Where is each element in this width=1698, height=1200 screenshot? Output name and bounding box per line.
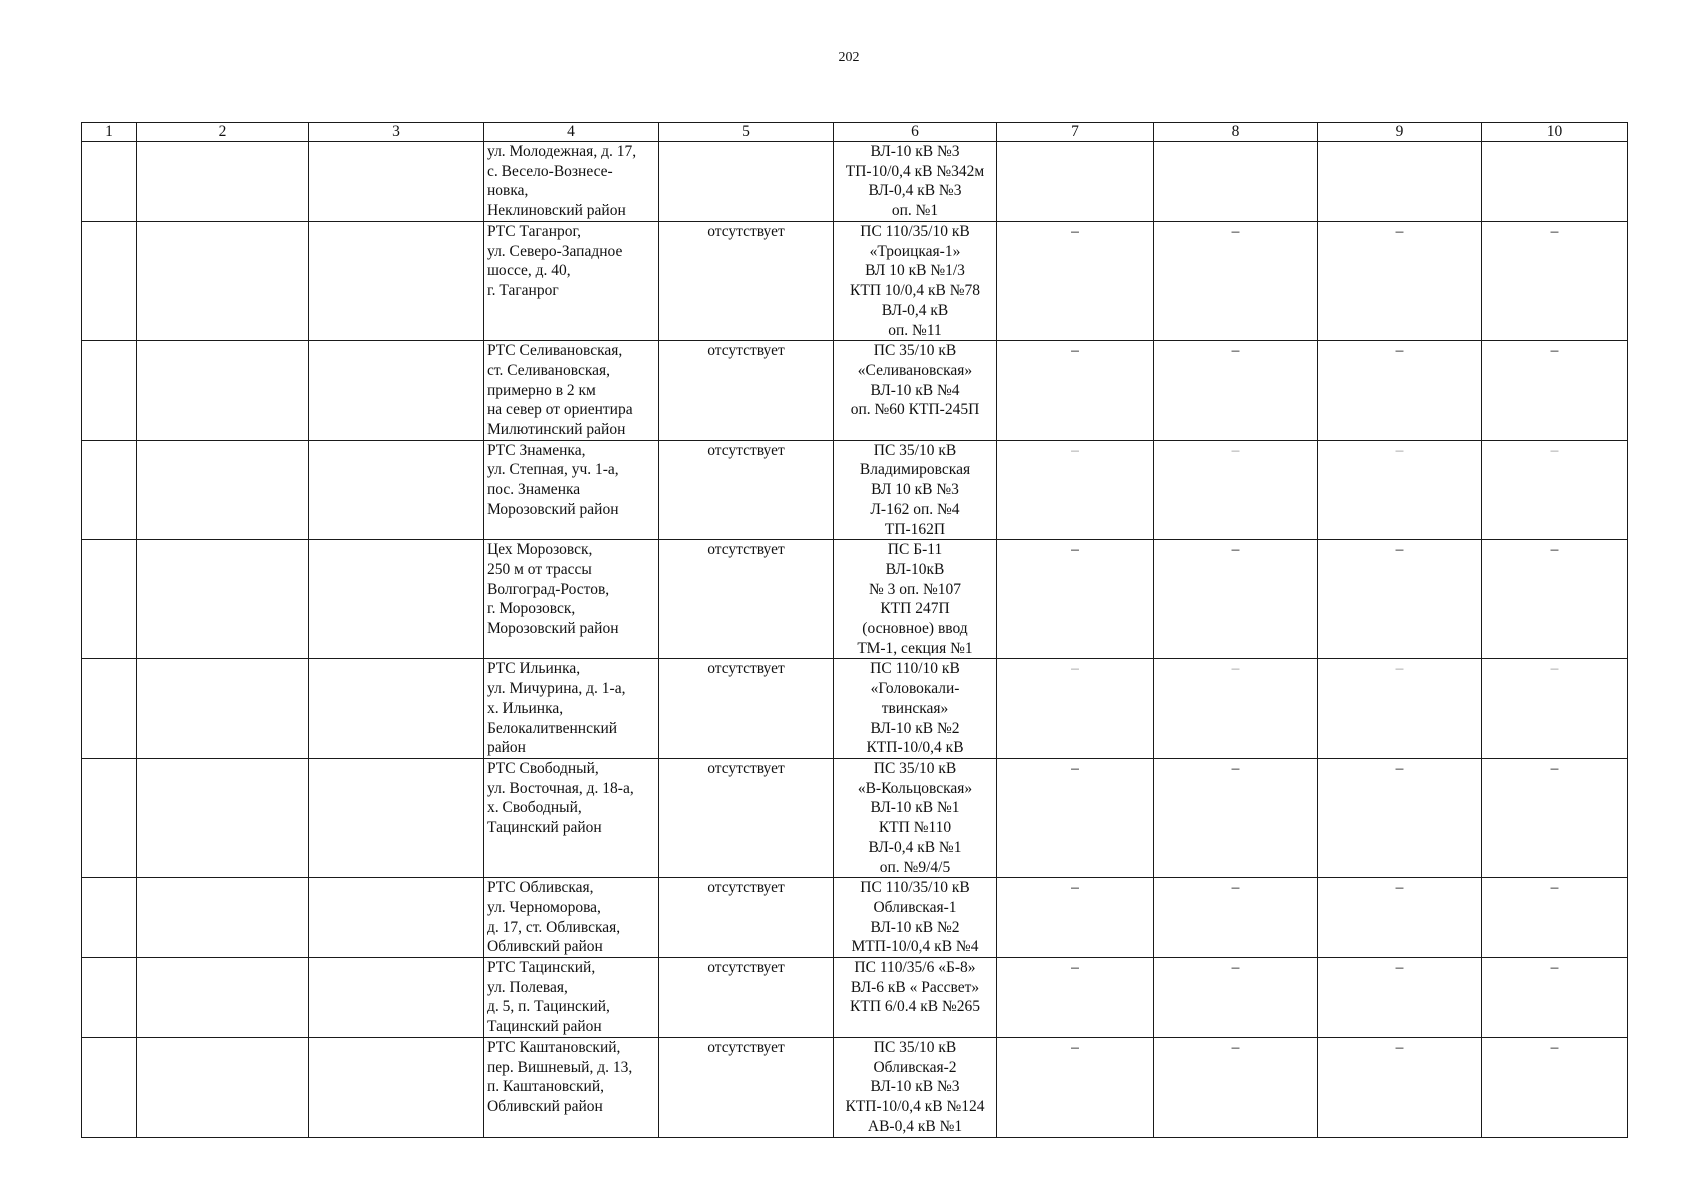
- dash-mark: –: [1071, 342, 1079, 360]
- empty-cell: [82, 341, 137, 441]
- empty-cell: [82, 878, 137, 958]
- power-source-cell: ПС 35/10 кВ «Селивановская» ВЛ-10 кВ №4 оп. №60 КТП-245П: [834, 341, 997, 441]
- empty-cell: [309, 878, 484, 958]
- address-cell: РТС Свободный, ул. Восточная, д. 18-а, х. Свободный, Тацинский район: [484, 758, 659, 877]
- column-header: 2: [137, 123, 309, 142]
- power-source-cell: ВЛ-10 кВ №3 ТП-10/0,4 кВ №342м ВЛ-0,4 кВ №3 оп. №1: [834, 142, 997, 222]
- column-header: 4: [484, 123, 659, 142]
- address-cell: РТС Селивановская, ст. Селивановская, примерно в 2 км на север от ориентира Милютинский район: [484, 341, 659, 441]
- dash-mark: –: [1550, 541, 1559, 559]
- empty-cell: [309, 341, 484, 441]
- address-cell: РТС Обливская, ул. Черноморова, д. 17, ст. Обливская, Обливский район: [484, 878, 659, 958]
- dash-mark: –: [1071, 660, 1079, 678]
- dash-mark: –: [1071, 959, 1079, 977]
- empty-cell: [309, 659, 484, 759]
- dash-mark: –: [1395, 959, 1404, 977]
- empty-cell: [309, 958, 484, 1038]
- empty-cell: [137, 440, 309, 540]
- empty-cell: [137, 958, 309, 1038]
- status-cell: отсутствует: [659, 1038, 834, 1138]
- data-table: [81, 122, 1628, 1138]
- empty-cell: [137, 1038, 309, 1138]
- dash-mark: –: [1231, 759, 1240, 777]
- power-source-cell: ПС 110/10 кВ «Головокали- твинская» ВЛ-10 кВ №2 КТП-10/0,4 кВ: [834, 659, 997, 759]
- table-row: [82, 222, 1628, 341]
- header-row: [82, 123, 1628, 142]
- empty-cell: [82, 659, 137, 759]
- status-cell: отсутствует: [659, 440, 834, 540]
- status-cell: отсутствует: [659, 758, 834, 877]
- empty-cell: [137, 341, 309, 441]
- status-cell: отсутствует: [659, 540, 834, 659]
- col9-cell: [1318, 142, 1482, 222]
- dash-mark: –: [1550, 1039, 1559, 1057]
- power-source-cell: ПС 110/35/6 «Б-8» ВЛ-6 кВ « Рассвет» КТП 6/0.4 кВ №265: [834, 958, 997, 1038]
- column-header: 10: [1482, 123, 1628, 142]
- dash-mark: –: [1395, 879, 1404, 897]
- empty-cell: [82, 142, 137, 222]
- address-cell: Цех Морозовск, 250 м от трассы Волгоград-Ростов, г. Морозовск, Морозовский район: [484, 540, 659, 659]
- dash-mark: –: [1550, 441, 1559, 459]
- address-cell: РТС Ильинка, ул. Мичурина, д. 1-а, х. Ильинка, Белокалитвеннский район: [484, 659, 659, 759]
- table-row: [82, 142, 1628, 222]
- col8-cell: [1154, 142, 1318, 222]
- empty-cell: [309, 1038, 484, 1138]
- dash-mark: –: [1231, 541, 1240, 559]
- dash-mark: –: [1231, 1039, 1240, 1057]
- empty-cell: [137, 142, 309, 222]
- empty-cell: [137, 222, 309, 341]
- empty-cell: [82, 440, 137, 540]
- empty-cell: [309, 440, 484, 540]
- column-header: 5: [659, 123, 834, 142]
- dash-mark: –: [1395, 441, 1404, 459]
- dash-mark: –: [1071, 1039, 1079, 1057]
- empty-cell: [82, 1038, 137, 1138]
- address-cell: РТС Знаменка, ул. Степная, уч. 1-а, пос. Знаменка Морозовский район: [484, 440, 659, 540]
- column-header: 3: [309, 123, 484, 142]
- dash-mark: –: [1550, 959, 1559, 977]
- dash-mark: –: [1395, 342, 1404, 360]
- address-cell: РТС Каштановский, пер. Вишневый, д. 13, п. Каштановский, Обливский район: [484, 1038, 659, 1138]
- dash-mark: –: [1231, 660, 1240, 678]
- empty-cell: [82, 958, 137, 1038]
- table-row: [82, 659, 1628, 759]
- dash-mark: –: [1231, 959, 1240, 977]
- empty-cell: [82, 758, 137, 877]
- power-source-cell: ПС 35/10 кВ «В-Кольцовская» ВЛ-10 кВ №1 КТП №110 ВЛ-0,4 кВ №1 оп. №9/4/5: [834, 758, 997, 877]
- table-row: [82, 758, 1628, 877]
- empty-cell: [82, 540, 137, 659]
- table-row: [82, 341, 1628, 441]
- col7-cell: [997, 142, 1154, 222]
- empty-cell: [309, 142, 484, 222]
- status-cell: отсутствует: [659, 222, 834, 341]
- dash-mark: –: [1550, 342, 1559, 360]
- dash-mark: –: [1550, 879, 1559, 897]
- dash-mark: –: [1395, 223, 1404, 240]
- dash-mark: –: [1071, 541, 1079, 559]
- column-header: 6: [834, 123, 997, 142]
- address-cell: РТС Тацинский, ул. Полевая, д. 5, п. Тацинский, Тацинский район: [484, 958, 659, 1038]
- power-source-cell: ПС Б-11 ВЛ-10кВ № 3 оп. №107 КТП 247П (основное) ввод ТМ-1, секция №1: [834, 540, 997, 659]
- column-header: 8: [1154, 123, 1318, 142]
- dash-mark: –: [1071, 441, 1079, 459]
- table-row: [82, 878, 1628, 958]
- dash-mark: –: [1231, 879, 1240, 897]
- power-source-cell: ПС 110/35/10 кВ Обливская-1 ВЛ-10 кВ №2 МТП-10/0,4 кВ №4: [834, 878, 997, 958]
- dash-mark: –: [1231, 223, 1240, 240]
- empty-cell: [309, 758, 484, 877]
- dash-mark: –: [1231, 441, 1240, 459]
- table-row: [82, 1038, 1628, 1138]
- table-row: [82, 958, 1628, 1038]
- column-header: 7: [997, 123, 1154, 142]
- dash-mark: –: [1071, 223, 1079, 240]
- empty-cell: [137, 758, 309, 877]
- address-cell: ул. Молодежная, д. 17, с. Весело-Вознесе- новка, Неклиновский район: [484, 142, 659, 222]
- dash-mark: –: [1395, 541, 1404, 559]
- table-row: [82, 540, 1628, 659]
- address-cell: РТС Таганрог, ул. Северо-Западное шоссе, д. 40, г. Таганрог: [484, 222, 659, 341]
- empty-cell: [137, 540, 309, 659]
- col10-cell: [1482, 142, 1628, 222]
- dash-mark: –: [1550, 223, 1559, 240]
- status-cell: отсутствует: [659, 878, 834, 958]
- power-source-cell: ПС 35/10 кВ Владимировская ВЛ 10 кВ №3 Л-162 оп. №4 ТП-162П: [834, 440, 997, 540]
- dash-mark: –: [1071, 759, 1079, 777]
- page-number: 202: [838, 50, 860, 65]
- dash-mark: –: [1395, 1039, 1404, 1057]
- table-row: [82, 440, 1628, 540]
- power-source-cell: ПС 110/35/10 кВ «Троицкая-1» ВЛ 10 кВ №1/3 КТП 10/0,4 кВ №78 ВЛ-0,4 кВ оп. №11: [834, 222, 997, 341]
- status-cell: отсутствует: [659, 659, 834, 759]
- status-cell: отсутствует: [659, 958, 834, 1038]
- empty-cell: [309, 540, 484, 659]
- column-header: 9: [1318, 123, 1482, 142]
- empty-cell: [137, 659, 309, 759]
- empty-cell: [82, 222, 137, 341]
- dash-mark: –: [1231, 342, 1240, 360]
- column-header: 1: [82, 123, 137, 142]
- empty-cell: [137, 878, 309, 958]
- dash-mark: –: [1550, 660, 1559, 678]
- dash-mark: –: [1071, 879, 1079, 897]
- status-cell: [659, 142, 834, 222]
- power-source-cell: ПС 35/10 кВ Обливская-2 ВЛ-10 кВ №3 КТП-10/0,4 кВ №124 АВ-0,4 кВ №1: [834, 1038, 997, 1138]
- dash-mark: –: [1395, 759, 1404, 777]
- dash-mark: –: [1395, 660, 1404, 678]
- empty-cell: [309, 222, 484, 341]
- dash-mark: –: [1550, 759, 1559, 777]
- status-cell: отсутствует: [659, 341, 834, 441]
